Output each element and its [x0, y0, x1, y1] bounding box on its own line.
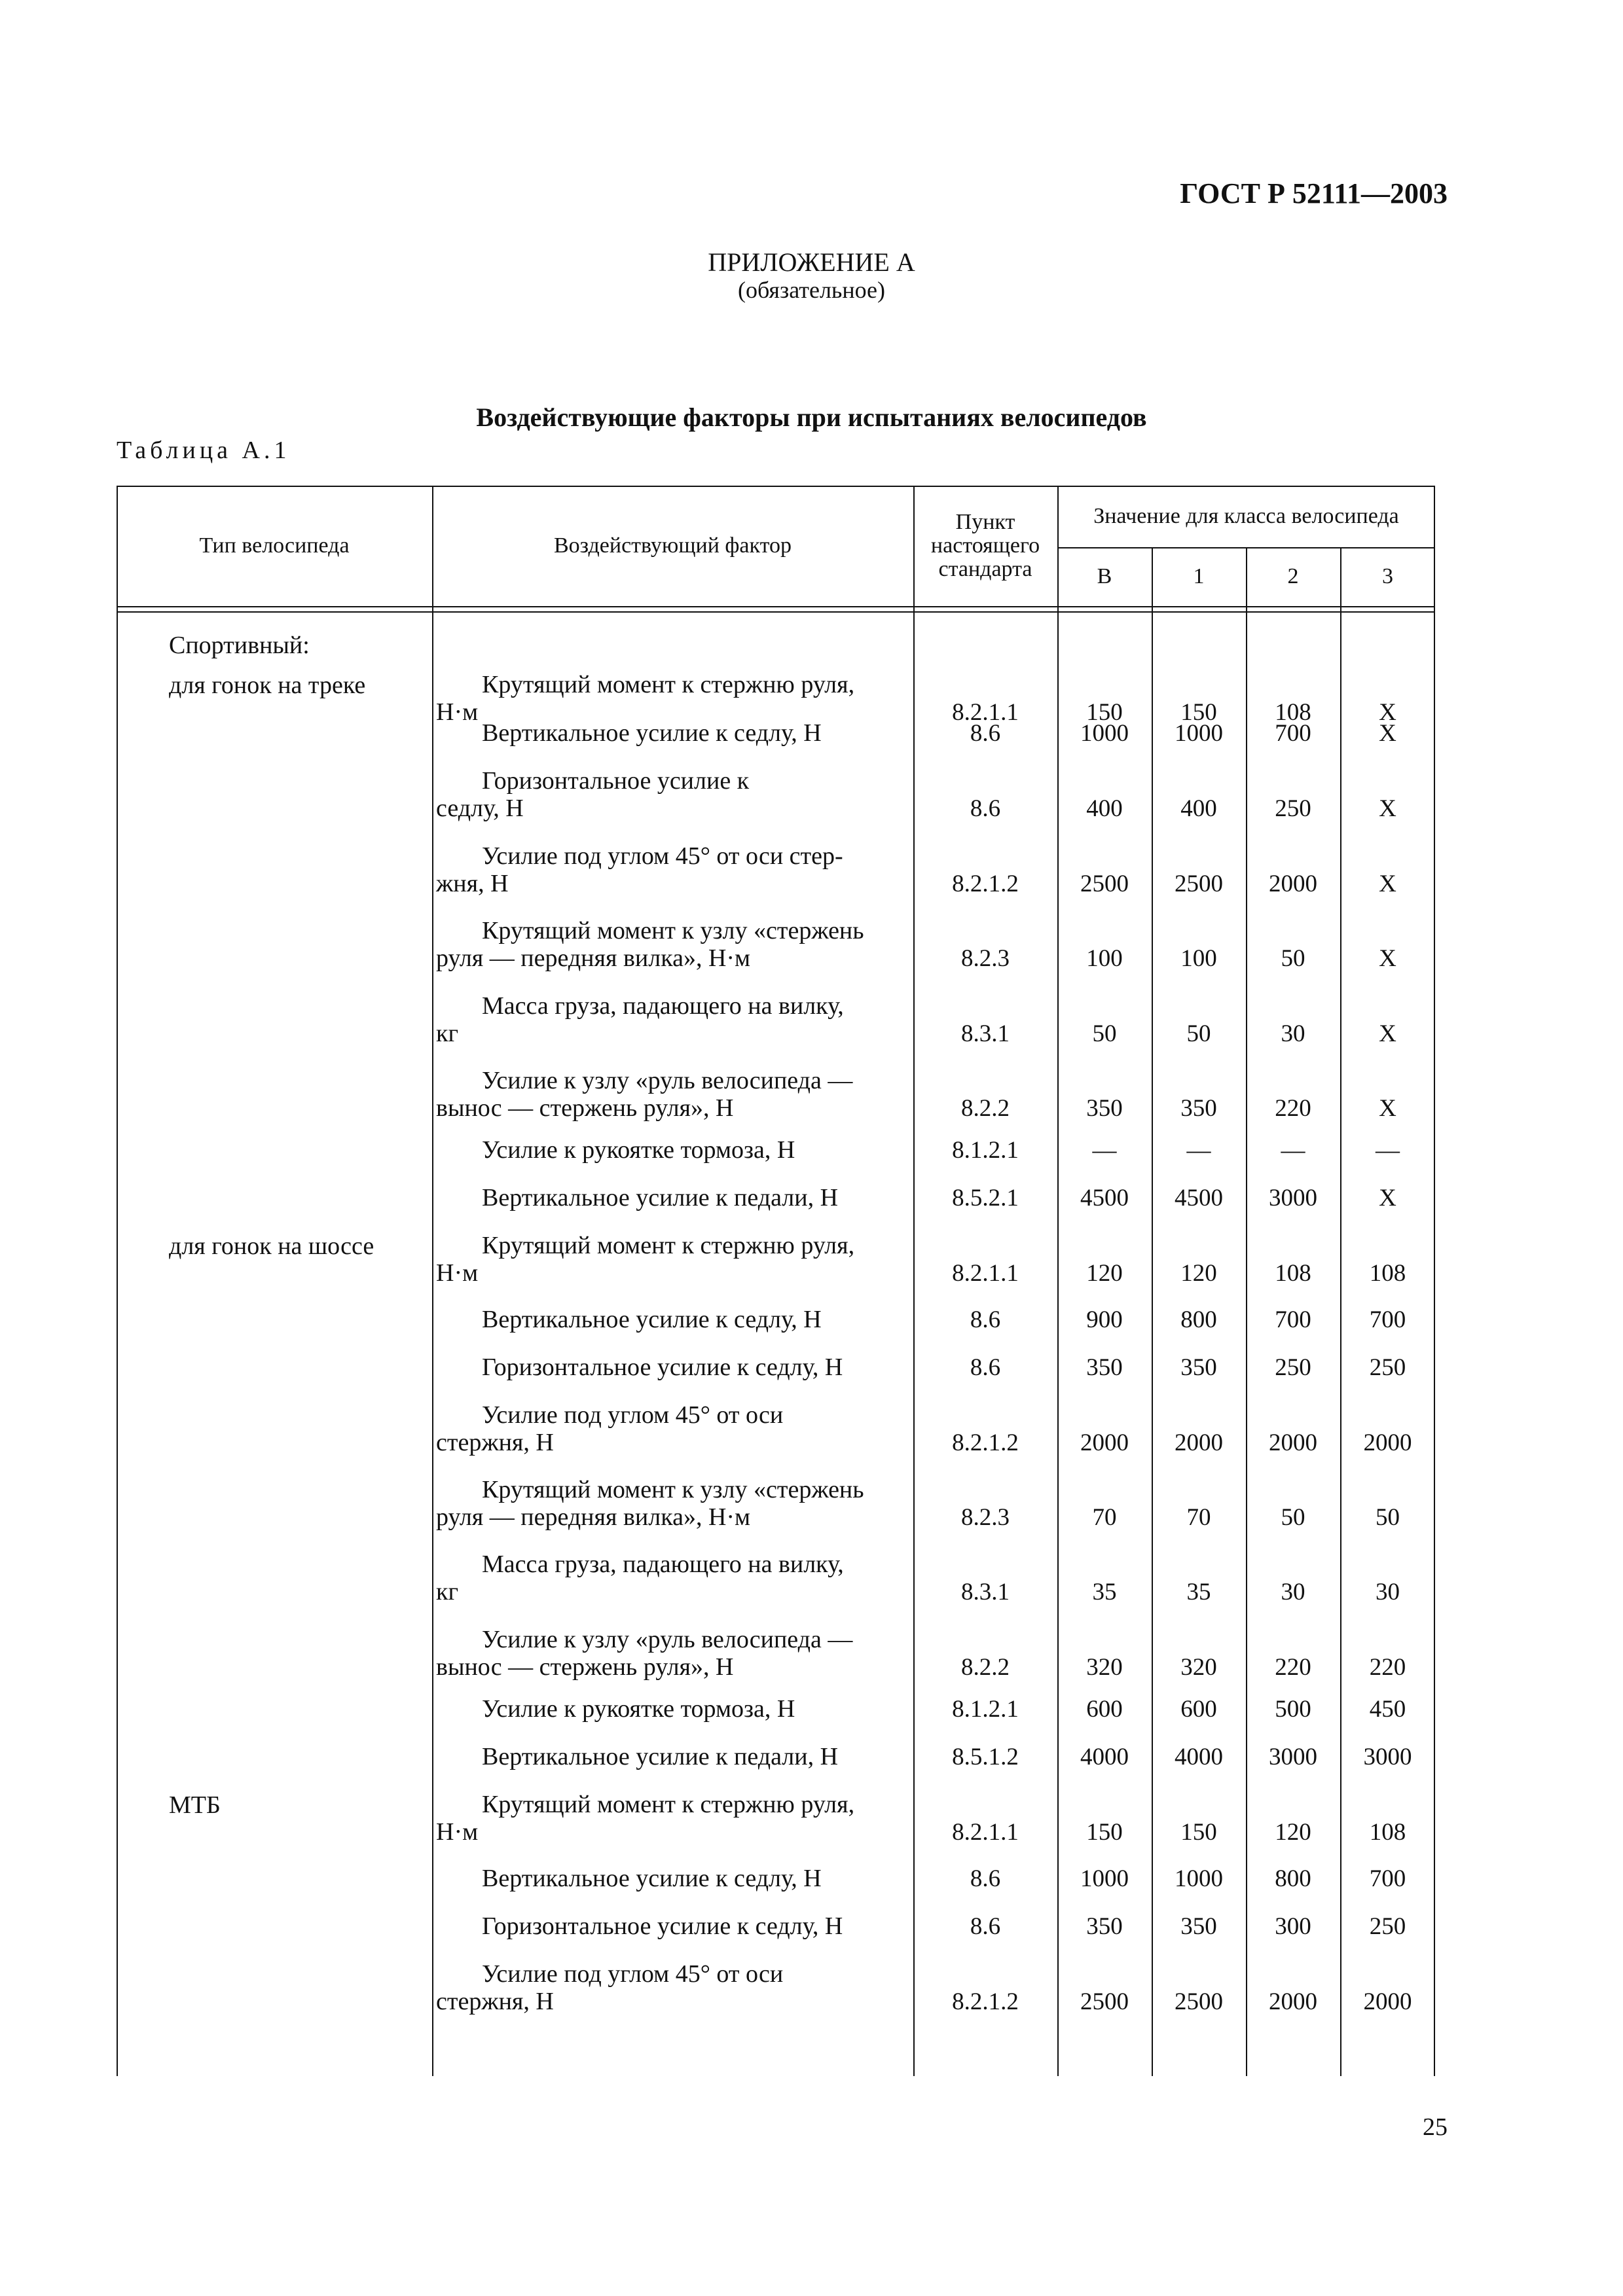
class-1-value: 70 — [1186, 1504, 1211, 1531]
factor-line-1: Вертикальное усилие к седлу, Н — [482, 1306, 822, 1333]
clause-cell: 8.6 — [970, 1913, 1001, 1940]
class-3-value: 250 — [1369, 1913, 1406, 1940]
class-3-value: X — [1379, 870, 1396, 897]
factor-line-1: Усилие под углом 45° от оси стер- — [482, 842, 843, 870]
clause-cell: 8.6 — [970, 1306, 1001, 1333]
bicycle-type: МТБ — [169, 1791, 221, 1819]
factor-line-2: седлу, Н — [436, 795, 524, 822]
header-factor: Воздействующий фактор — [554, 533, 792, 558]
class-b-value: — — [1092, 1137, 1117, 1164]
class-b-value: 150 — [1086, 699, 1123, 726]
table-border-left — [117, 486, 118, 2076]
class-3-value: 2000 — [1363, 1988, 1412, 2015]
clause-cell: 8.2.3 — [961, 945, 1010, 972]
clause-cell: 8.2.1.1 — [952, 699, 1019, 726]
class-1-value: 50 — [1186, 1020, 1211, 1047]
appendix-title: ПРИЛОЖЕНИЕ А — [708, 247, 915, 277]
factor-line-1: Усилие к рукоятке тормоза, Н — [482, 1136, 795, 1164]
factor-line-1: Усилие к узлу «руль велосипеда — — [482, 1626, 853, 1653]
header-class-2: 2 — [1287, 564, 1299, 588]
class-3-value: 3000 — [1363, 1744, 1412, 1770]
class-3-value: 700 — [1369, 1306, 1406, 1333]
class-3-value: 250 — [1369, 1354, 1406, 1381]
class-1-value: 1000 — [1175, 1865, 1223, 1892]
class-1-value: 600 — [1180, 1696, 1217, 1723]
class-1-value: 120 — [1180, 1260, 1217, 1287]
header-class-group: Значение для класса велосипеда — [1093, 504, 1399, 528]
class-1-value: 800 — [1180, 1306, 1217, 1333]
header-divider — [117, 611, 1435, 613]
class-b-value: 350 — [1086, 1913, 1123, 1940]
clause-cell: 8.2.1.2 — [952, 1988, 1019, 2015]
clause-cell: 8.6 — [970, 720, 1001, 747]
header-class-3: 3 — [1382, 564, 1393, 588]
standard-code: ГОСТ Р 52111—2003 — [1180, 177, 1448, 209]
column-divider — [432, 486, 433, 2076]
class-b-value: 400 — [1086, 795, 1123, 822]
clause-cell: 8.2.1.1 — [952, 1819, 1019, 1846]
class-b-value: 1000 — [1080, 1865, 1129, 1892]
bicycle-type: для гонок на треке — [169, 672, 366, 699]
class-2-value: 220 — [1275, 1654, 1311, 1681]
clause-cell: 8.2.2 — [961, 1654, 1010, 1681]
class-3-value: 700 — [1369, 1865, 1406, 1892]
factor-line-1: Крутящий момент к стержню руля, — [482, 671, 855, 698]
class-1-value: 2000 — [1175, 1429, 1223, 1456]
class-2-value: 108 — [1275, 699, 1311, 726]
factor-line-2: руля — передняя вилка», Н·м — [436, 1503, 751, 1531]
class-2-value: 3000 — [1269, 1185, 1317, 1211]
class-3-value: 2000 — [1363, 1429, 1412, 1456]
factor-line-1: Усилие к узлу «руль велосипеда — — [482, 1067, 853, 1094]
class-1-value: 350 — [1180, 1095, 1217, 1122]
class-b-value: 35 — [1092, 1579, 1117, 1605]
clause-cell: 8.2.1.2 — [952, 1429, 1019, 1456]
class-b-value: 2000 — [1080, 1429, 1129, 1456]
class-2-value: 50 — [1281, 1504, 1305, 1531]
clause-cell: 8.2.1.2 — [952, 870, 1019, 897]
class-b-value: 120 — [1086, 1260, 1123, 1287]
class-3-value: 50 — [1376, 1504, 1400, 1531]
class-1-value: 4500 — [1175, 1185, 1223, 1211]
class-2-value: — — [1281, 1137, 1305, 1164]
factor-line-2: стержня, Н — [436, 1429, 554, 1456]
class-2-value: 220 — [1275, 1095, 1311, 1122]
factor-line-1: Усилие под углом 45° от оси — [482, 1960, 784, 1988]
class-2-value: 500 — [1275, 1696, 1311, 1723]
clause-cell: 8.2.1.1 — [952, 1260, 1019, 1287]
class-2-value: 2000 — [1269, 1429, 1317, 1456]
class-b-value: 1000 — [1080, 720, 1129, 747]
class-1-value: 4000 — [1175, 1744, 1223, 1770]
class-b-value: 2500 — [1080, 1988, 1129, 2015]
group-label: Спортивный: — [169, 632, 310, 659]
class-2-value: 2000 — [1269, 1988, 1317, 2015]
factor-line-1: Вертикальное усилие к седлу, Н — [482, 719, 822, 747]
factor-line-1: Вертикальное усилие к педали, Н — [482, 1743, 839, 1770]
clause-cell: 8.5.2.1 — [952, 1185, 1019, 1211]
factor-line-1: Крутящий момент к узлу «стержень — [482, 917, 864, 944]
class-1-value: — — [1186, 1137, 1211, 1164]
clause-cell: 8.1.2.1 — [952, 1696, 1019, 1723]
class-2-value: 300 — [1275, 1913, 1311, 1940]
factor-line-1: Крутящий момент к узлу «стержень — [482, 1476, 864, 1503]
clause-cell: 8.6 — [970, 1865, 1001, 1892]
class-3-value: X — [1379, 699, 1396, 726]
class-1-value: 35 — [1186, 1579, 1211, 1605]
factor-line-1: Вертикальное усилие к седлу, Н — [482, 1865, 822, 1892]
class-b-value: 4000 — [1080, 1744, 1129, 1770]
clause-cell: 8.1.2.1 — [952, 1137, 1019, 1164]
appendix-heading — [0, 249, 1623, 304]
factor-line-2: Н·м — [436, 1818, 479, 1846]
class-b-value: 4500 — [1080, 1185, 1129, 1211]
bicycle-type: для гонок на шоссе — [169, 1232, 374, 1260]
factor-line-2: стержня, Н — [436, 1988, 554, 2015]
class-3-value: 220 — [1369, 1654, 1406, 1681]
class-1-value: 150 — [1180, 1819, 1217, 1846]
class-2-value: 2000 — [1269, 870, 1317, 897]
class-1-value: 100 — [1180, 945, 1217, 972]
class-b-value: 150 — [1086, 1819, 1123, 1846]
class-b-value: 350 — [1086, 1354, 1123, 1381]
clause-cell: 8.2.3 — [961, 1504, 1010, 1531]
class-2-value: 108 — [1275, 1260, 1311, 1287]
table-title: Воздействующие факторы при испытаниях велосипедов — [476, 403, 1147, 432]
class-2-value: 700 — [1275, 1306, 1311, 1333]
class-3-value: X — [1379, 1185, 1396, 1211]
class-b-value: 50 — [1092, 1020, 1117, 1047]
factor-line-1: Горизонтальное усилие к — [482, 767, 750, 795]
class-1-value: 2500 — [1175, 1988, 1223, 2015]
header-class-b: В — [1097, 564, 1112, 588]
class-3-value: 108 — [1369, 1260, 1406, 1287]
class-2-value: 3000 — [1269, 1744, 1317, 1770]
class-2-value: 30 — [1281, 1579, 1305, 1605]
class-b-value: 600 — [1086, 1696, 1123, 1723]
class-b-value: 350 — [1086, 1095, 1123, 1122]
class-1-value: 150 — [1180, 699, 1217, 726]
factor-line-1: Горизонтальное усилие к седлу, Н — [482, 1354, 843, 1381]
class-3-value: X — [1379, 795, 1396, 822]
class-2-value: 800 — [1275, 1865, 1311, 1892]
class-3-value: X — [1379, 945, 1396, 972]
table-label: Таблица А.1 — [117, 437, 291, 464]
appendix-note: (обязательное) — [738, 277, 885, 303]
class-2-value: 250 — [1275, 1354, 1311, 1381]
factor-line-2: кг — [436, 1578, 459, 1605]
factors-table — [117, 486, 1435, 2076]
class-3-value: 450 — [1369, 1696, 1406, 1723]
factor-line-2: Н·м — [436, 1259, 479, 1287]
class-3-value: 108 — [1369, 1819, 1406, 1846]
class-2-value: 250 — [1275, 795, 1311, 822]
class-b-value: 70 — [1092, 1504, 1117, 1531]
class-b-value: 320 — [1086, 1654, 1123, 1681]
class-b-value: 900 — [1086, 1306, 1123, 1333]
class-1-value: 400 — [1180, 795, 1217, 822]
factor-line-1: Горизонтальное усилие к седлу, Н — [482, 1912, 843, 1940]
page-number: 25 — [1423, 2113, 1448, 2141]
factor-line-2: кг — [436, 1020, 459, 1047]
class-2-value: 30 — [1281, 1020, 1305, 1047]
header-type: Тип велосипеда — [199, 533, 350, 558]
class-1-value: 350 — [1180, 1913, 1217, 1940]
clause-cell: 8.6 — [970, 795, 1001, 822]
factor-line-1: Крутящий момент к стержню руля, — [482, 1791, 855, 1818]
factor-line-1: Масса груза, падающего на вилку, — [482, 992, 844, 1020]
factor-line-1: Масса груза, падающего на вилку, — [482, 1551, 844, 1578]
class-2-value: 700 — [1275, 720, 1311, 747]
factor-line-1: Усилие к рукоятке тормоза, Н — [482, 1695, 795, 1723]
class-b-value: 100 — [1086, 945, 1123, 972]
class-1-value: 2500 — [1175, 870, 1223, 897]
clause-cell: 8.3.1 — [961, 1579, 1010, 1605]
clause-cell: 8.5.1.2 — [952, 1744, 1019, 1770]
factor-line-1: Усилие под углом 45° от оси — [482, 1401, 784, 1429]
clause-cell: 8.3.1 — [961, 1020, 1010, 1047]
factor-line-2: вынос — стержень руля», Н — [436, 1653, 734, 1681]
factor-line-2: жня, Н — [436, 870, 509, 897]
factor-line-1: Крутящий момент к стержню руля, — [482, 1232, 855, 1259]
header-class-1: 1 — [1193, 564, 1205, 588]
class-1-value: 350 — [1180, 1354, 1217, 1381]
factor-line-2: Н·м — [436, 698, 479, 726]
class-3-value: X — [1379, 720, 1396, 747]
class-2-value: 120 — [1275, 1819, 1311, 1846]
header-clause: Пункт настоящего стандарта — [930, 510, 1040, 581]
clause-cell: 8.6 — [970, 1354, 1001, 1381]
factor-line-2: вынос — стержень руля», Н — [436, 1094, 734, 1122]
factor-line-1: Вертикальное усилие к педали, Н — [482, 1184, 839, 1211]
clause-cell: 8.2.2 — [961, 1095, 1010, 1122]
class-3-value: X — [1379, 1020, 1396, 1047]
class-3-value: 30 — [1376, 1579, 1400, 1605]
class-1-value: 1000 — [1175, 720, 1223, 747]
header-divider — [117, 606, 1435, 607]
class-3-value: X — [1379, 1095, 1396, 1122]
class-2-value: 50 — [1281, 945, 1305, 972]
class-3-value: — — [1376, 1137, 1400, 1164]
factor-line-2: руля — передняя вилка», Н·м — [436, 944, 751, 972]
class-b-value: 2500 — [1080, 870, 1129, 897]
class-1-value: 320 — [1180, 1654, 1217, 1681]
